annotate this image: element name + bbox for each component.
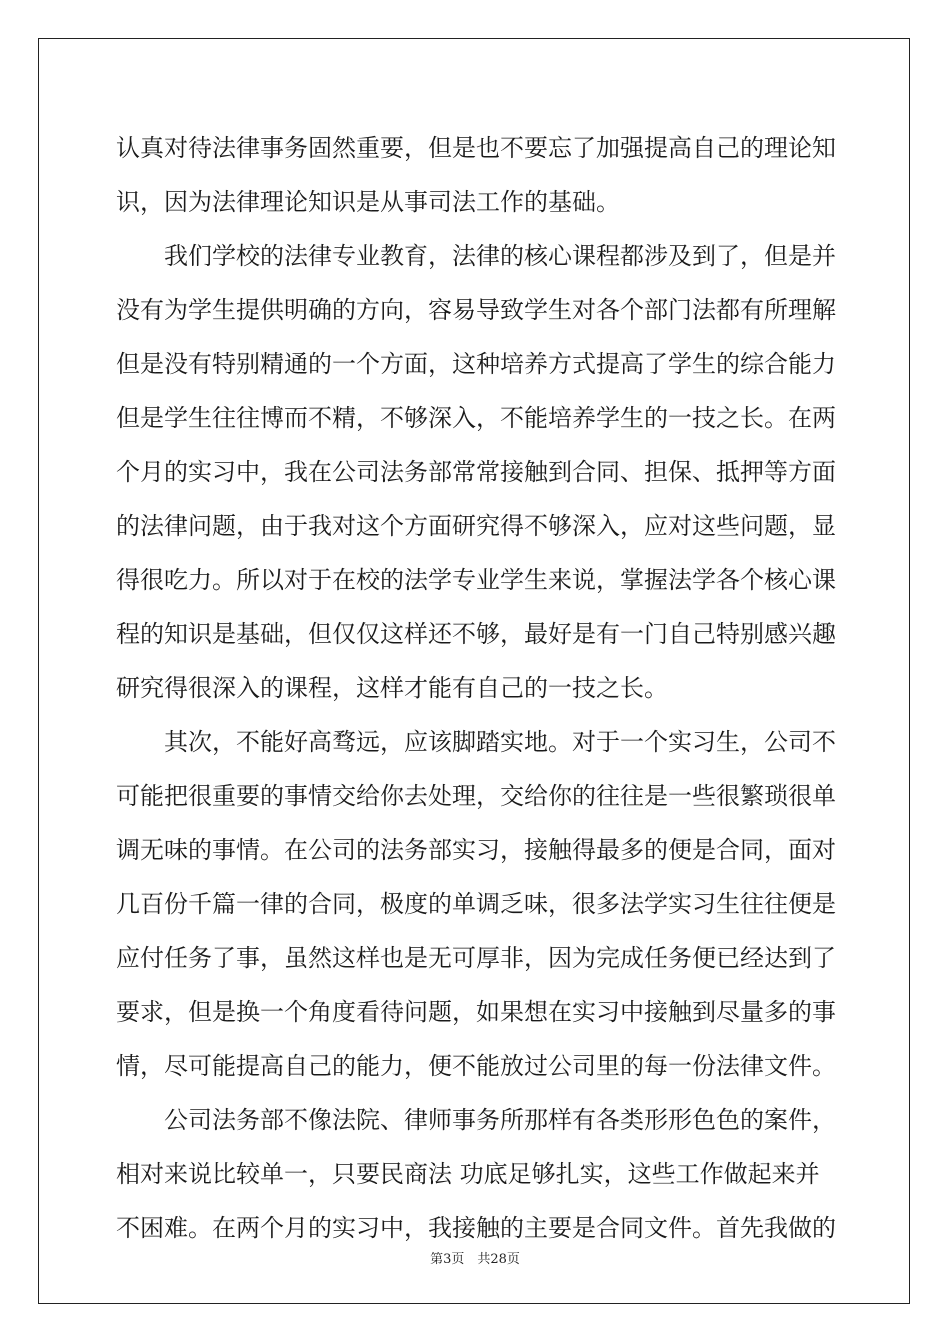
text-line: 没有为学生提供明确的方向，容易导致学生对各个部门法都有所理解 bbox=[116, 296, 836, 324]
text-line: 识，因为法律理论知识是从事司法工作的基础。 bbox=[116, 188, 620, 216]
text-line: 研究得很深入的课程，这样才能有自己的一技之长。 bbox=[116, 674, 668, 702]
page-number-footer: 第3页 共28页 bbox=[430, 1252, 520, 1267]
text-line: 公司法务部不像法院、律师事务所那样有各类形形色色的案件， bbox=[116, 1106, 836, 1134]
text-line: 我们学校的法律专业教育，法律的核心课程都涉及到了，但是并 bbox=[116, 242, 836, 270]
text-line: 认真对待法律事务固然重要，但是也不要忘了加强提高自己的理论知 bbox=[116, 134, 836, 162]
text-line: 得很吃力。所以对于在校的法学专业学生来说，掌握法学各个核心课 bbox=[116, 566, 836, 594]
text-line: 不困难。在两个月的实习中，我接触的主要是合同文件。首先我做的 bbox=[116, 1214, 836, 1242]
text-line: 其次，不能好高骛远，应该脚踏实地。对于一个实习生，公司不 bbox=[116, 728, 836, 756]
text-line: 的法律问题，由于我对这个方面研究得不够深入，应对这些问题，显 bbox=[116, 512, 836, 540]
text-line: 程的知识是基础，但仅仅这样还不够，最好是有一门自己特别感兴趣 bbox=[116, 620, 836, 648]
text-line: 相对来说比较单一，只要民商法 功底足够扎实，这些工作做起来并 bbox=[116, 1160, 820, 1188]
text-line: 但是学生往往博而不精，不够深入，不能培养学生的一技之长。在两 bbox=[116, 404, 836, 432]
text-line: 但是没有特别精通的一个方面，这种培养方式提高了学生的综合能力 bbox=[116, 350, 836, 378]
text-line: 个月的实习中，我在公司法务部常常接触到合同、担保、抵押等方面 bbox=[116, 458, 836, 486]
text-line: 要求，但是换一个角度看待问题，如果想在实习中接触到尽量多的事 bbox=[116, 998, 836, 1026]
text-line: 几百份千篇一律的合同，极度的单调乏味，很多法学实习生往往便是 bbox=[116, 890, 836, 918]
text-line: 应付任务了事，虽然这样也是无可厚非，因为完成任务便已经达到了 bbox=[116, 944, 836, 972]
text-line: 调无味的事情。在公司的法务部实习，接触得最多的便是合同，面对 bbox=[116, 836, 836, 864]
document-body bbox=[116, 128, 836, 1262]
text-line: 情，尽可能提高自己的能力，便不能放过公司里的每一份法律文件。 bbox=[116, 1052, 836, 1080]
text-line: 可能把很重要的事情交给你去处理，交给你的往往是一些很繁琐很单 bbox=[116, 782, 836, 810]
